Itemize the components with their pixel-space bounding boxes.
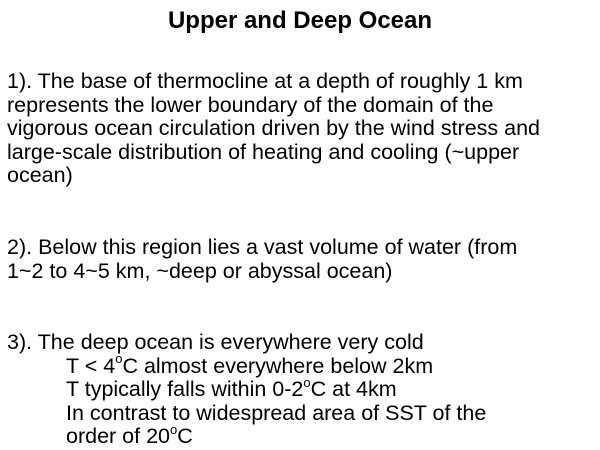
point-1-line-5: ocean): [7, 163, 73, 187]
point-2: [7, 236, 597, 283]
point-3: [7, 331, 597, 449]
point-3-sub-4-post: C: [177, 424, 193, 448]
point-3-sub-1-pre: T < 4: [66, 353, 116, 378]
point-3-sub-2-post: C at 4km: [310, 377, 397, 401]
point-3-sub-4-pre: order of 20: [66, 424, 170, 448]
point-1-line-3: vigorous ocean circulation driven by the wind stress and: [7, 116, 541, 140]
point-1-line-2: represents the lower boundary of the domain of the: [7, 92, 494, 117]
point-3-sub-1: [7, 351, 597, 379]
point-3-sub-2: [7, 374, 597, 402]
slide-title: Upper and Deep Ocean: [167, 7, 433, 34]
point-1: [7, 70, 597, 188]
degree-mark: o: [303, 374, 311, 390]
point-3-lead: 3). The deep ocean is everywhere very cold: [7, 330, 424, 354]
point-1-line-4: large-scale distribution of heating and cooling (~upper: [7, 139, 520, 164]
point-2-line-2: 1~2 to 4~5 km, ~deep or abyssal ocean): [7, 258, 393, 283]
degree-mark: o: [115, 351, 123, 367]
point-3-sub-1-post: C almost everywhere below 2km: [122, 353, 434, 378]
point-3-sub-3: In contrast to widespread area of SST of the: [66, 400, 487, 425]
point-2-line-1: 2). Below this region lies a vast volume of water (from: [7, 235, 518, 259]
point-3-sub-4: [7, 421, 597, 449]
degree-mark: o: [169, 421, 178, 437]
point-3-sub-2-pre: T typically falls within 0-2: [66, 377, 304, 401]
point-1-line-1: 1). The base of thermocline at a depth of roughly 1 km: [7, 69, 523, 93]
